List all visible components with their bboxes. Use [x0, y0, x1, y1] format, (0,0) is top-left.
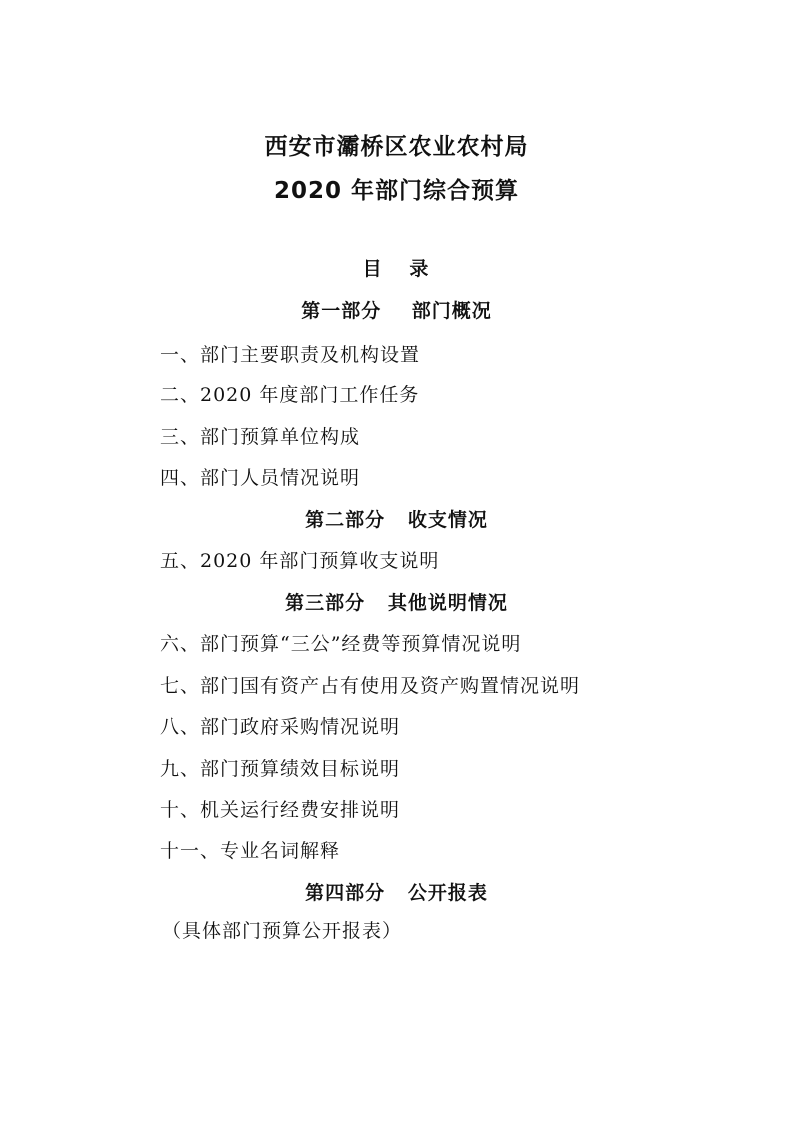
toc-heading: 目 录 [362, 258, 431, 280]
part2-heading: 第二部分 收支情况 [305, 509, 488, 531]
toc-item: 五、2020 年部门预算收支说明 [160, 550, 440, 572]
toc-item: 三、部门预算单位构成 [160, 426, 361, 448]
part4-heading: 第四部分 公开报表 [305, 882, 488, 904]
toc-item: 四、部门人员情况说明 [160, 467, 361, 489]
document-title: 西安市灞桥区农业农村局 [264, 134, 529, 160]
toc-item: 十一、专业名词解释 [160, 840, 341, 862]
document-subtitle: 2020 年部门综合预算 [273, 178, 520, 204]
toc-item: 八、部门政府采购情况说明 [160, 716, 401, 738]
toc-item: 九、部门预算绩效目标说明 [160, 758, 401, 780]
toc-item: 一、部门主要职责及机构设置 [160, 344, 421, 366]
toc-item: 七、部门国有资产占有使用及资产购置情况说明 [160, 675, 581, 697]
toc-item: 十、机关运行经费安排说明 [160, 799, 401, 821]
part1-heading: 第一部分 部门概况 [301, 300, 492, 322]
part3-heading: 第三部分 其他说明情况 [285, 592, 508, 614]
part4-note: （具体部门预算公开报表） [162, 920, 403, 942]
toc-item: 六、部门预算“三公”经费等预算情况说明 [160, 633, 522, 655]
toc-item: 二、2020 年度部门工作任务 [160, 384, 420, 406]
